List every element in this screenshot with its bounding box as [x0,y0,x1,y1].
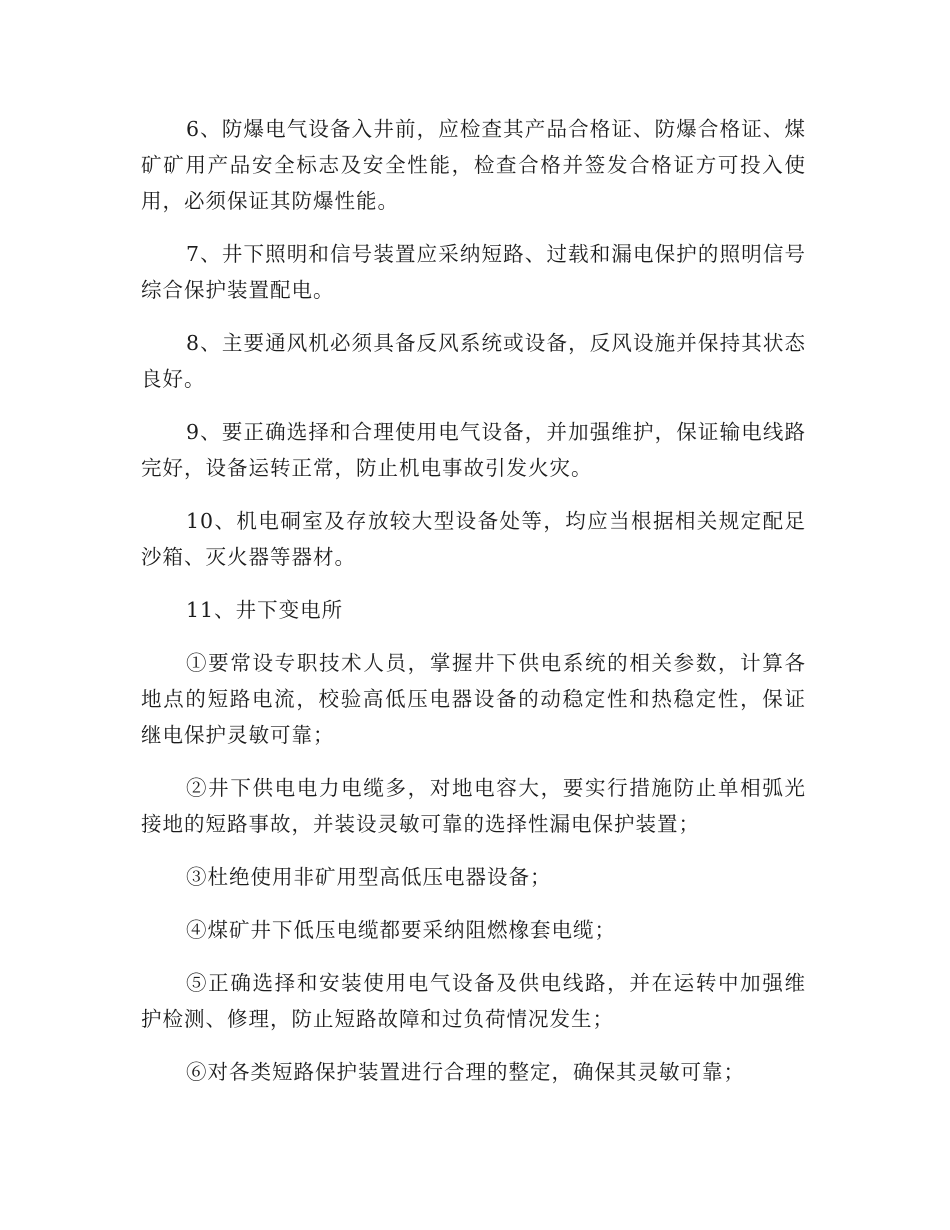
paragraph-item-7: 7、井下照明和信号装置应采纳短路、过载和漏电保护的照明信号综合保护装置配电。 [141,242,806,302]
paragraph-item-6: 6、防爆电气设备入井前，应检查其产品合格证、防爆合格证、煤矿矿用产品安全标志及安全性能，检查合格并签发合格证方可投入使用，必须保证其防爆性能。 [141,117,806,213]
sub-item-2: ②井下供电电力电缆多，对地电容大，要实行措施防止单相弧光接地的短路事故，并装设灵敏可靠的选择性漏电保护装置； [141,776,806,836]
sub-item-1: ①要常设专职技术人员，掌握井下供电系统的相关参数，计算各地点的短路电流，校验高低压电器设备的动稳定性和热稳定性，保证继电保护灵敏可靠； [141,651,806,747]
paragraph-item-8: 8、主要通风机必须具备反风系统或设备，反风设施并保持其状态良好。 [141,331,806,391]
sub-item-5: ⑤正确选择和安装使用电气设备及供电线路，并在运转中加强维护检测、修理，防止短路故障和过负荷情况发生； [141,971,806,1031]
sub-item-6: ⑥对各类短路保护装置进行合理的整定，确保其灵敏可靠； [186,1060,745,1084]
paragraph-item-9: 9、要正确选择和合理使用电气设备，并加强维护，保证输电线路完好，设备运转正常，防止机电事故引发火灾。 [141,420,806,480]
paragraph-item-10: 10、机电硐室及存放较大型设备处等，均应当根据相关规定配足沙箱、灭火器等器材。 [141,509,806,569]
sub-item-4: ④煤矿井下低压电缆都要采纳阻燃橡套电缆； [186,918,616,942]
document-body [141,111,806,1107]
section-heading-11: 11、井下变电所 [186,598,344,622]
sub-item-3: ③杜绝使用非矿用型高低压电器设备； [186,865,552,889]
